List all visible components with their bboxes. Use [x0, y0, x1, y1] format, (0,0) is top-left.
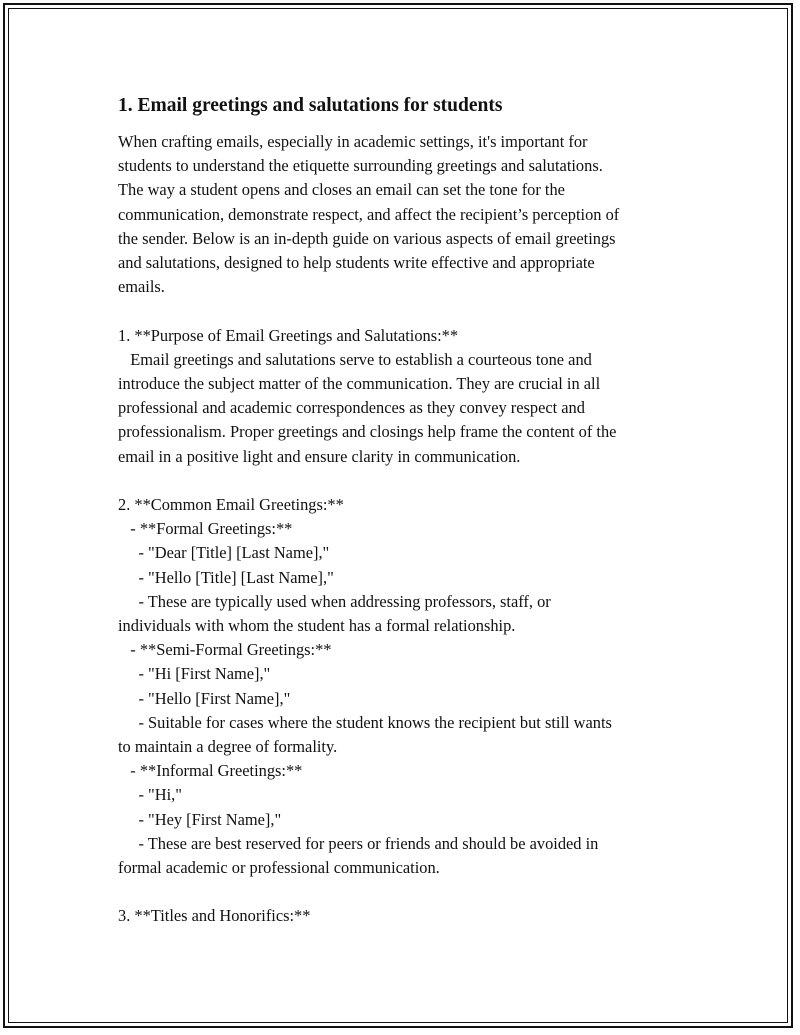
intro-paragraph: When crafting emails, especially in academic settings, it's important for students to understand the etiquette surrounding greetings and salutations. The way a student opens and closes an email can set the tone for the communication, demonstrate respect, and affect the recipient’s perception of the sender. Below is an in-depth guide on various aspects of email greetings and salutations, designed to help students write effective and appropriate emails. — [118, 132, 620, 297]
document-body — [118, 93, 693, 929]
section-heading: 1. Email greetings and salutations for students — [118, 95, 503, 116]
paragraph-gap — [118, 469, 693, 493]
paragraph-gap — [118, 880, 693, 904]
common-greetings-section: 2. **Common Email Greetings:** - **Formal Greetings:** - "Dear [Title] [Last Name]," - "Hello [Title] [Last Name]," - These are typically used when addressing professors, staff, or individuals with whom the student has a formal relationship. - **Semi-Formal Greetings:** - "Hi [First Name]," - "Hello [First Name]," - Suitable for cases where the student knows the recipient but still wants to maintain a degree of formality. - **Informal Greetings:** - "Hi," - "Hey [First Name]," - These are best reserved for peers or friends and should be avoided in formal academic or professional communication. — [118, 495, 612, 878]
paragraph-gap — [118, 299, 693, 323]
titles-honorifics-section: 3. **Titles and Honorifics:** — [118, 906, 311, 926]
purpose-section: 1. **Purpose of Email Greetings and Salutations:** Email greetings and salutations serve to establish a courteous tone and introduce the subject matter of the communication. They are crucial in all professional and academic correspondences as they convey respect and professionalism. Proper greetings and closings help frame the content of the email in a positive light and ensure clarity in communication. — [118, 325, 617, 466]
